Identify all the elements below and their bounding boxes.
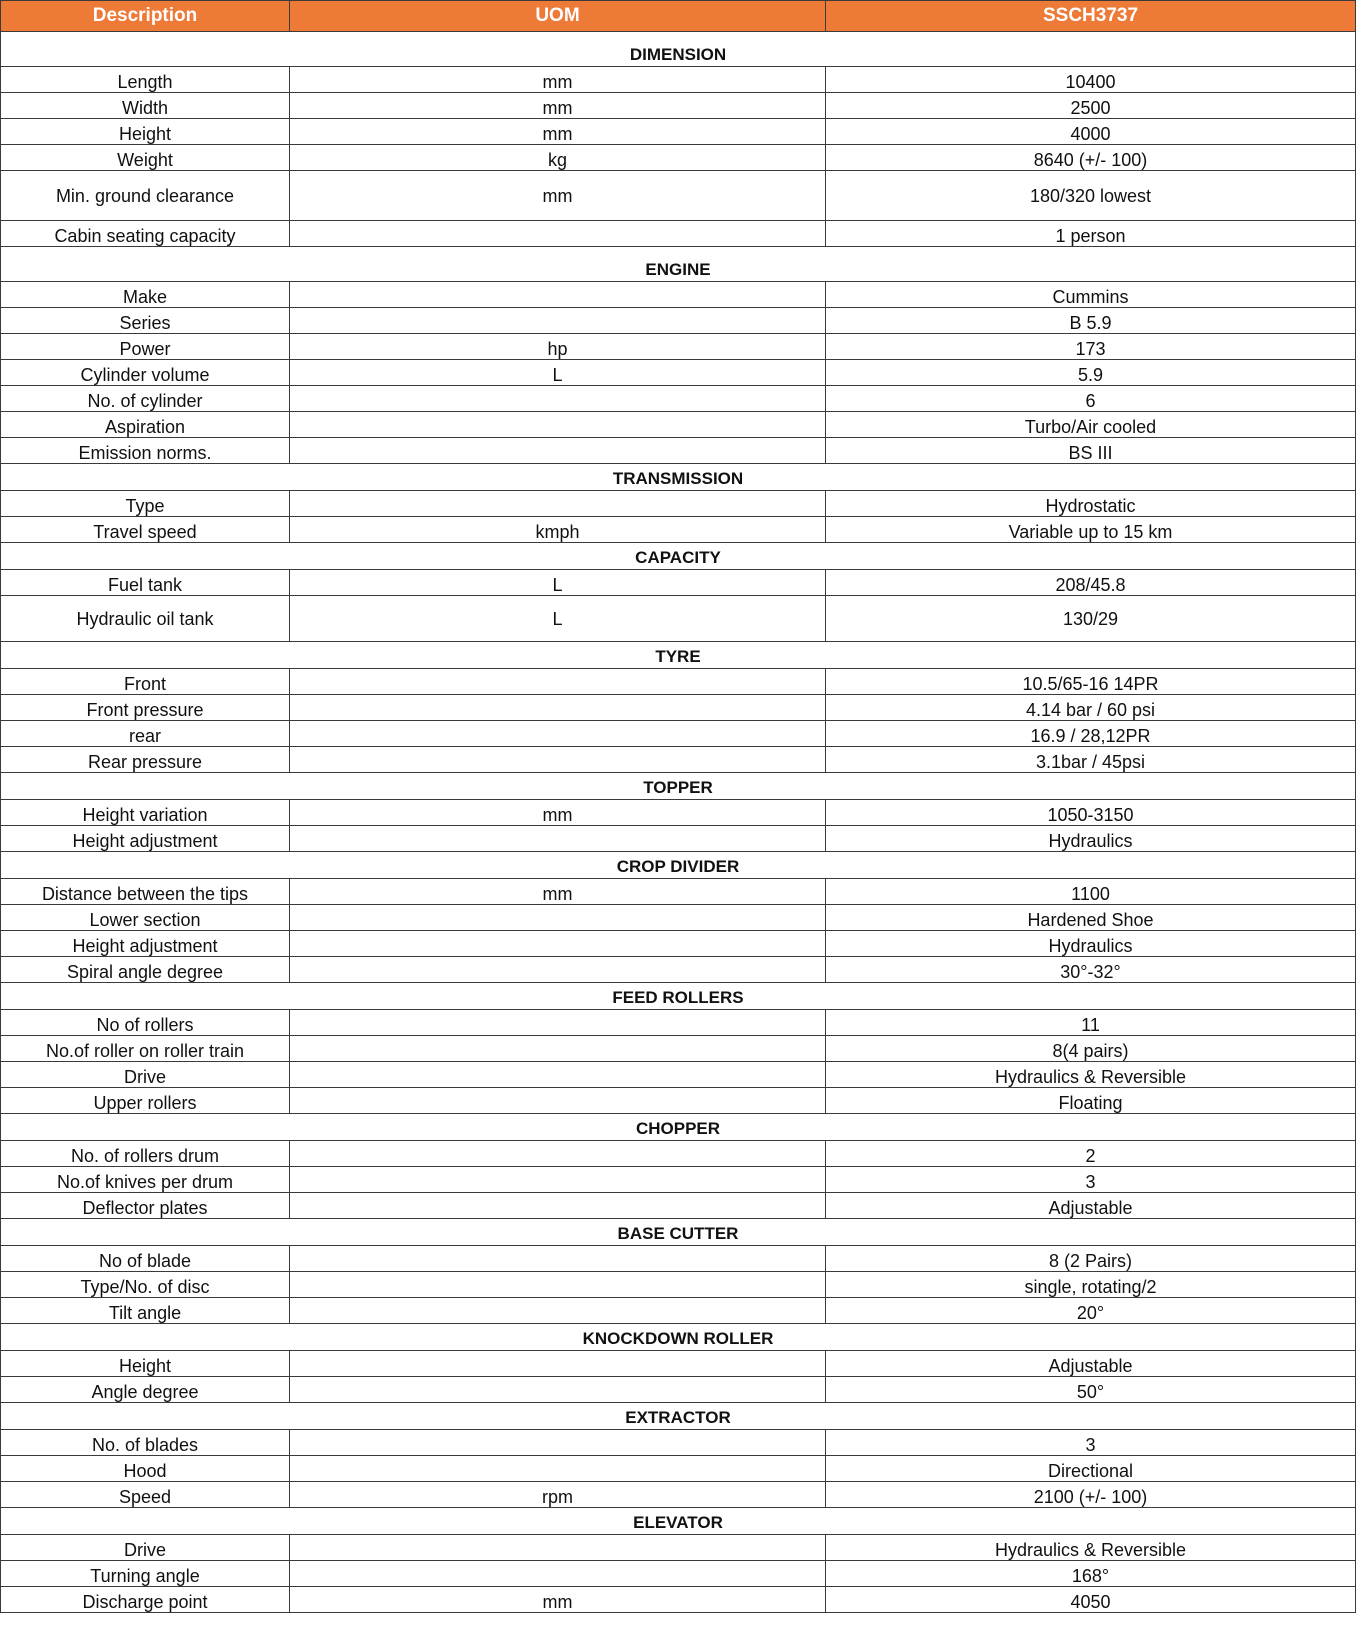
table-row bbox=[1, 1587, 1356, 1613]
row-value: 11 bbox=[826, 1010, 1356, 1036]
section-title: TYRE bbox=[1, 642, 1356, 669]
table-row bbox=[1, 879, 1356, 905]
row-uom: L bbox=[290, 360, 826, 386]
row-value: 30°-32° bbox=[826, 957, 1356, 983]
section-title: ENGINE bbox=[1, 247, 1356, 282]
row-uom bbox=[290, 1561, 826, 1587]
row-value: Hydrostatic bbox=[826, 491, 1356, 517]
row-label: Cabin seating capacity bbox=[1, 221, 290, 247]
table-row bbox=[1, 93, 1356, 119]
table-row bbox=[1, 669, 1356, 695]
section-row bbox=[1, 1114, 1356, 1141]
table-row bbox=[1, 119, 1356, 145]
row-label: Height bbox=[1, 1351, 290, 1377]
table-row bbox=[1, 905, 1356, 931]
section-row bbox=[1, 1403, 1356, 1430]
table-row bbox=[1, 145, 1356, 171]
table-row bbox=[1, 1088, 1356, 1114]
table-row bbox=[1, 1377, 1356, 1403]
row-label: Make bbox=[1, 282, 290, 308]
row-value: Hydraulics & Reversible bbox=[826, 1535, 1356, 1561]
section-title: KNOCKDOWN ROLLER bbox=[1, 1324, 1356, 1351]
section-row bbox=[1, 543, 1356, 570]
row-label: rear bbox=[1, 721, 290, 747]
table-row bbox=[1, 386, 1356, 412]
row-label: No.of roller on roller train bbox=[1, 1036, 290, 1062]
row-value: 4000 bbox=[826, 119, 1356, 145]
row-label: Upper rollers bbox=[1, 1088, 290, 1114]
table-row bbox=[1, 308, 1356, 334]
section-title: FEED ROLLERS bbox=[1, 983, 1356, 1010]
row-uom bbox=[290, 1010, 826, 1036]
row-value: 8 (2 Pairs) bbox=[826, 1246, 1356, 1272]
table-row bbox=[1, 1561, 1356, 1587]
row-label: No. of blades bbox=[1, 1430, 290, 1456]
row-value: 2500 bbox=[826, 93, 1356, 119]
section-title: CHOPPER bbox=[1, 1114, 1356, 1141]
row-uom bbox=[290, 1167, 826, 1193]
table-row bbox=[1, 1298, 1356, 1324]
section-row bbox=[1, 464, 1356, 491]
section-row bbox=[1, 852, 1356, 879]
table-row bbox=[1, 1193, 1356, 1219]
row-label: Drive bbox=[1, 1062, 290, 1088]
row-uom bbox=[290, 721, 826, 747]
table-row bbox=[1, 360, 1356, 386]
row-uom: kg bbox=[290, 145, 826, 171]
row-value: 5.9 bbox=[826, 360, 1356, 386]
row-label: Travel speed bbox=[1, 517, 290, 543]
row-label: Width bbox=[1, 93, 290, 119]
row-label: Turning angle bbox=[1, 1561, 290, 1587]
row-uom: mm bbox=[290, 67, 826, 93]
row-value: 4050 bbox=[826, 1587, 1356, 1613]
row-uom bbox=[290, 282, 826, 308]
section-row bbox=[1, 983, 1356, 1010]
section-row bbox=[1, 1508, 1356, 1535]
table-row bbox=[1, 721, 1356, 747]
row-label: Speed bbox=[1, 1482, 290, 1508]
table-row bbox=[1, 1482, 1356, 1508]
section-row bbox=[1, 642, 1356, 669]
row-uom bbox=[290, 1246, 826, 1272]
row-uom bbox=[290, 1377, 826, 1403]
table-row bbox=[1, 517, 1356, 543]
row-value: BS III bbox=[826, 438, 1356, 464]
row-value: 4.14 bar / 60 psi bbox=[826, 695, 1356, 721]
header-model: SSCH3737 bbox=[826, 1, 1356, 32]
row-uom bbox=[290, 1062, 826, 1088]
row-label: Min. ground clearance bbox=[1, 171, 290, 221]
section-title: CAPACITY bbox=[1, 543, 1356, 570]
section-title: DIMENSION bbox=[1, 32, 1356, 67]
row-value: 208/45.8 bbox=[826, 570, 1356, 596]
table-row bbox=[1, 67, 1356, 93]
row-uom bbox=[290, 1535, 826, 1561]
row-label: No. of rollers drum bbox=[1, 1141, 290, 1167]
row-value: Floating bbox=[826, 1088, 1356, 1114]
row-value: 8(4 pairs) bbox=[826, 1036, 1356, 1062]
row-label: Height variation bbox=[1, 800, 290, 826]
table-row bbox=[1, 221, 1356, 247]
table-row bbox=[1, 1167, 1356, 1193]
row-uom bbox=[290, 1036, 826, 1062]
row-label: Fuel tank bbox=[1, 570, 290, 596]
row-value: 6 bbox=[826, 386, 1356, 412]
row-uom: L bbox=[290, 570, 826, 596]
row-value: Hydraulics bbox=[826, 826, 1356, 852]
row-label: Emission norms. bbox=[1, 438, 290, 464]
row-value: 3 bbox=[826, 1167, 1356, 1193]
row-value: 50° bbox=[826, 1377, 1356, 1403]
row-uom bbox=[290, 957, 826, 983]
table-row bbox=[1, 1246, 1356, 1272]
table-row bbox=[1, 438, 1356, 464]
table-row bbox=[1, 695, 1356, 721]
row-uom: rpm bbox=[290, 1482, 826, 1508]
row-value: Directional bbox=[826, 1456, 1356, 1482]
row-uom: mm bbox=[290, 800, 826, 826]
row-uom bbox=[290, 438, 826, 464]
table-row bbox=[1, 931, 1356, 957]
row-label: Hood bbox=[1, 1456, 290, 1482]
row-value: 173 bbox=[826, 334, 1356, 360]
row-value: 2 bbox=[826, 1141, 1356, 1167]
row-value: single, rotating/2 bbox=[826, 1272, 1356, 1298]
table-row bbox=[1, 1535, 1356, 1561]
row-label: No. of cylinder bbox=[1, 386, 290, 412]
table-row bbox=[1, 957, 1356, 983]
row-label: Front bbox=[1, 669, 290, 695]
row-uom bbox=[290, 826, 826, 852]
table-row bbox=[1, 747, 1356, 773]
row-value: B 5.9 bbox=[826, 308, 1356, 334]
table-row bbox=[1, 412, 1356, 438]
row-uom: mm bbox=[290, 1587, 826, 1613]
section-row bbox=[1, 1324, 1356, 1351]
row-label: Weight bbox=[1, 145, 290, 171]
row-uom: hp bbox=[290, 334, 826, 360]
row-value: 3.1bar / 45psi bbox=[826, 747, 1356, 773]
row-uom bbox=[290, 1088, 826, 1114]
header-description: Description bbox=[1, 1, 290, 32]
row-value: Hydraulics & Reversible bbox=[826, 1062, 1356, 1088]
row-label: Type bbox=[1, 491, 290, 517]
spec-body bbox=[1, 32, 1356, 1613]
row-uom: mm bbox=[290, 93, 826, 119]
row-label: No of blade bbox=[1, 1246, 290, 1272]
row-label: Power bbox=[1, 334, 290, 360]
row-label: Type/No. of disc bbox=[1, 1272, 290, 1298]
row-uom bbox=[290, 905, 826, 931]
row-label: Distance between the tips bbox=[1, 879, 290, 905]
row-value: 10.5/65-16 14PR bbox=[826, 669, 1356, 695]
row-value: 20° bbox=[826, 1298, 1356, 1324]
row-uom bbox=[290, 695, 826, 721]
row-label: Series bbox=[1, 308, 290, 334]
header-uom: UOM bbox=[290, 1, 826, 32]
section-row bbox=[1, 247, 1356, 282]
row-uom: mm bbox=[290, 879, 826, 905]
row-value: 180/320 lowest bbox=[826, 171, 1356, 221]
row-label: Discharge point bbox=[1, 1587, 290, 1613]
table-row bbox=[1, 800, 1356, 826]
table-row bbox=[1, 491, 1356, 517]
section-row bbox=[1, 773, 1356, 800]
table-row bbox=[1, 282, 1356, 308]
row-value: Cummins bbox=[826, 282, 1356, 308]
row-value: 1 person bbox=[826, 221, 1356, 247]
row-value: 2100 (+/- 100) bbox=[826, 1482, 1356, 1508]
row-value: 1050-3150 bbox=[826, 800, 1356, 826]
table-row bbox=[1, 334, 1356, 360]
row-uom bbox=[290, 747, 826, 773]
row-value: Adjustable bbox=[826, 1193, 1356, 1219]
row-uom bbox=[290, 221, 826, 247]
table-row bbox=[1, 1141, 1356, 1167]
section-title: TRANSMISSION bbox=[1, 464, 1356, 491]
row-label: Deflector plates bbox=[1, 1193, 290, 1219]
row-label: No.of knives per drum bbox=[1, 1167, 290, 1193]
table-row bbox=[1, 1430, 1356, 1456]
table-row bbox=[1, 1272, 1356, 1298]
table-row bbox=[1, 1062, 1356, 1088]
row-uom bbox=[290, 669, 826, 695]
section-title: TOPPER bbox=[1, 773, 1356, 800]
row-value: 10400 bbox=[826, 67, 1356, 93]
table-row bbox=[1, 596, 1356, 642]
row-value: Turbo/Air cooled bbox=[826, 412, 1356, 438]
row-label: Lower section bbox=[1, 905, 290, 931]
row-label: Aspiration bbox=[1, 412, 290, 438]
row-uom bbox=[290, 491, 826, 517]
row-uom: mm bbox=[290, 119, 826, 145]
section-title: CROP DIVIDER bbox=[1, 852, 1356, 879]
table-row bbox=[1, 826, 1356, 852]
row-value: Adjustable bbox=[826, 1351, 1356, 1377]
row-uom: mm bbox=[290, 171, 826, 221]
table-row bbox=[1, 570, 1356, 596]
row-value: Hardened Shoe bbox=[826, 905, 1356, 931]
section-row bbox=[1, 1219, 1356, 1246]
row-uom bbox=[290, 1298, 826, 1324]
row-value: 168° bbox=[826, 1561, 1356, 1587]
row-label: Length bbox=[1, 67, 290, 93]
row-value: Variable up to 15 km bbox=[826, 517, 1356, 543]
row-uom bbox=[290, 931, 826, 957]
row-label: Angle degree bbox=[1, 1377, 290, 1403]
table-row bbox=[1, 1036, 1356, 1062]
row-label: Rear pressure bbox=[1, 747, 290, 773]
row-value: 3 bbox=[826, 1430, 1356, 1456]
row-uom: L bbox=[290, 596, 826, 642]
row-label: Height adjustment bbox=[1, 931, 290, 957]
row-uom bbox=[290, 1351, 826, 1377]
row-uom bbox=[290, 308, 826, 334]
table-row bbox=[1, 1456, 1356, 1482]
row-value: 130/29 bbox=[826, 596, 1356, 642]
row-uom bbox=[290, 412, 826, 438]
row-label: Hydraulic oil tank bbox=[1, 596, 290, 642]
row-label: Tilt angle bbox=[1, 1298, 290, 1324]
row-label: Height adjustment bbox=[1, 826, 290, 852]
table-row bbox=[1, 171, 1356, 221]
row-value: 1100 bbox=[826, 879, 1356, 905]
header-row bbox=[1, 1, 1356, 32]
row-label: No of rollers bbox=[1, 1010, 290, 1036]
row-label: Drive bbox=[1, 1535, 290, 1561]
section-title: EXTRACTOR bbox=[1, 1403, 1356, 1430]
table-row bbox=[1, 1010, 1356, 1036]
section-title: BASE CUTTER bbox=[1, 1219, 1356, 1246]
table-row bbox=[1, 1351, 1356, 1377]
row-value: 8640 (+/- 100) bbox=[826, 145, 1356, 171]
row-value: 16.9 / 28,12PR bbox=[826, 721, 1356, 747]
row-uom bbox=[290, 1272, 826, 1298]
row-uom bbox=[290, 1430, 826, 1456]
section-row bbox=[1, 32, 1356, 67]
row-label: Front pressure bbox=[1, 695, 290, 721]
row-uom bbox=[290, 386, 826, 412]
section-title: ELEVATOR bbox=[1, 1508, 1356, 1535]
row-label: Height bbox=[1, 119, 290, 145]
row-uom: kmph bbox=[290, 517, 826, 543]
row-uom bbox=[290, 1141, 826, 1167]
row-label: Spiral angle degree bbox=[1, 957, 290, 983]
row-uom bbox=[290, 1456, 826, 1482]
row-label: Cylinder volume bbox=[1, 360, 290, 386]
row-value: Hydraulics bbox=[826, 931, 1356, 957]
row-uom bbox=[290, 1193, 826, 1219]
